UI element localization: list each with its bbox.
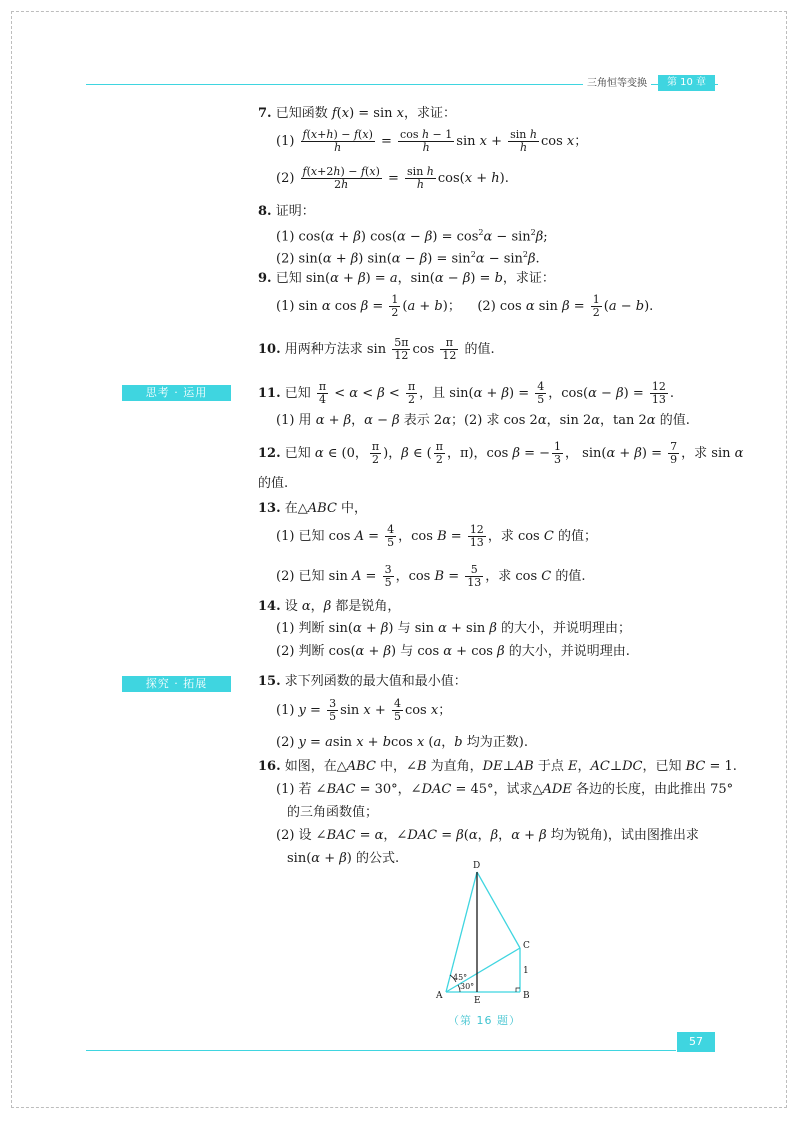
problem-15-part-2: (2) y = asin x + bcos x (a，b 均为正数).: [276, 735, 528, 750]
problem-16-part-1-cont: 的三角函数值；: [287, 805, 379, 820]
problem-7: 7. 已知函数 f(x) = sin x，求证：: [258, 106, 457, 121]
problem-16-part-2-cont: sin(α + β) 的公式.: [287, 851, 400, 866]
problem-14: 14. 设 α，β 都是锐角，: [258, 599, 401, 614]
label-D: D: [473, 861, 481, 871]
label-30: 30°: [460, 982, 475, 991]
problem-16: 16. 如图，在△ABC 中，∠B 为直角，DE⊥AB 于点 E，AC⊥DC，已知 BC = 1.: [258, 759, 737, 774]
line-DC: [477, 872, 520, 948]
chapter-badge: 第 10 章: [658, 75, 715, 91]
problem-11-parts: (1) 用 α + β，α − β 表示 2α；(2) 求 cos 2α，sin 2α，tan 2α 的值.: [276, 413, 690, 428]
problem-10: 10. 用两种方法求 sin $\frac{5\pi}{12}$ cos $\frac{\pi}{12}$ 的值.: [258, 336, 495, 362]
problem-number: 7.: [258, 106, 272, 121]
problem-13-part-1: (1) 已知 cos A = $\frac{4}{5}$ ，cos B = $\frac{12}{13}$ ，求 cos C 的值；: [276, 523, 597, 549]
problem-16-figure: [420, 858, 550, 1008]
section-tag-explore: 探究 · 拓展: [122, 676, 231, 692]
problem-9: 9. 已知 sin(α + β) = a，sin(α − β) = b，求证：: [258, 271, 555, 286]
problem-11: 11. 已知 $\frac{\pi}{4}$ < α < β < $\frac{\pi}{2}$ ，且 sin(α + β) = $\frac{4}{5}$ ，cos(α − β) = $\frac{12}{13}$ .: [258, 380, 674, 406]
problem-8-part-2: (2) sin(α + β) $\sin(\alpha - \beta) = \sin^2\alpha - \sin^2\beta$.: [276, 250, 540, 267]
problem-14-part-1: (1) 判断 sin(α + β) 与 sin α + sin β 的大小，并说明理由；: [276, 621, 632, 636]
chapter-title: 三角恒等变换: [583, 76, 651, 91]
problem-8-part-1: (1) cos(α + β) $\cos(\alpha - \beta) = \cos^2\alpha - \sin^2\beta$;: [276, 228, 548, 245]
problem-12-cont: 的值.: [258, 476, 289, 491]
section-tag-apply: 思考 · 运用: [122, 385, 231, 401]
problem-16-part-2: (2) 设 ∠BAC = α，∠DAC = β(α，β，α + β 均为锐角)，试由图推出求: [276, 828, 699, 843]
problem-13: 13. 在△ABC 中，: [258, 501, 368, 516]
problem-7-part-2: (2) $\frac{f(x+2h) - f(x)}{2h}$ = $\frac{\text{sin h}}{h}$ cos(x + h).: [276, 165, 509, 191]
figure-caption: （第 16 题）: [448, 1014, 521, 1027]
problem-8: 8. 证明：: [258, 204, 315, 219]
label-45: 45°: [453, 973, 468, 982]
problem-14-part-2: (2) 判断 cos(α + β) 与 cos α + cos β 的大小，并说明理由.: [276, 644, 630, 659]
problem-12: 12. 已知 α ∈ (0， $\frac{\pi}{2}$ )，β ∈ ( $\frac{\pi}{2}$ ，π)，cos β = − $\frac{1}{3}$ ， sin(α + β) = $\frac{7}{9}$ ，求 sin α: [258, 440, 744, 466]
problem-9-parts: (1) sin α cos β = $\frac{1}{2}$ (a + b)； (2) cos α sin β = $\frac{1}{2}$ (a − b).: [276, 293, 654, 319]
problem-16-part-1: (1) 若 ∠BAC = 30°，∠DAC = 45°，试求△ADE 各边的长度，由此推出 75°: [276, 782, 734, 797]
label-B: B: [523, 991, 530, 1001]
problem-15-part-1: (1) y = $\frac{3}{5}$ sin x + $\frac{4}{5}$ cos x；: [276, 697, 452, 723]
label-bc: 1: [523, 966, 529, 976]
label-C: C: [523, 941, 530, 951]
line-AC: [446, 948, 520, 992]
problem-15: 15. 求下列函数的最大值和最小值：: [258, 674, 467, 689]
label-E: E: [474, 996, 481, 1006]
label-A: A: [436, 991, 443, 1001]
footer-rule: [86, 1050, 676, 1051]
problem-13-part-2: (2) 已知 sin A = $\frac{3}{5}$ ，cos B = $\frac{5}{13}$ ，求 cos C 的值.: [276, 563, 586, 589]
page-number: 57: [677, 1032, 715, 1052]
problem-7-part-1: (1) $\frac{f(x+h) - f(x)}{h}$ = $\frac{\text{cos h − 1}}{h}$ sin x + $\frac{\text{sin h}}{h}$ cos x；: [276, 128, 588, 154]
